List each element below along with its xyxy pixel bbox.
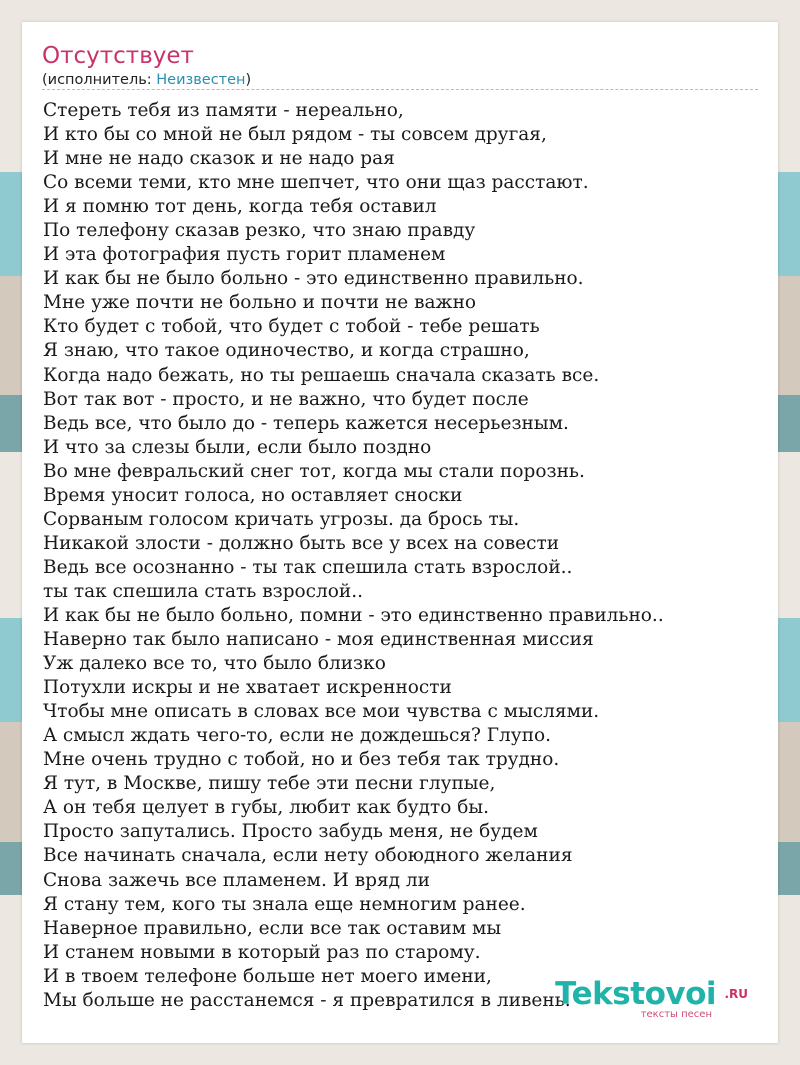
lyric-line: Чтобы мне описать в словах все мои чувства с мыслями. — [43, 701, 600, 723]
logo-tld: .RU — [724, 987, 748, 1001]
lyric-line: Я тут, в Москве, пишу тебе эти песни глупые, — [43, 773, 496, 795]
lyric-line: Наверно так было написано - моя единственная миссия — [43, 629, 594, 651]
lyric-line: Во мне февральский снег тот, когда мы стали порознь. — [43, 460, 585, 482]
lyric-line: Я стану тем, кого ты знала еще немногим ранее. — [43, 893, 526, 915]
lyric-line: И как бы не было больно - это единственно правильно. — [43, 268, 584, 290]
lyric-line: Уж далеко все то, что было близко — [43, 653, 386, 675]
lyrics-sheet — [22, 22, 778, 1043]
performer-suffix: ) — [245, 72, 252, 88]
header-divider — [42, 89, 758, 90]
lyric-line: Сорваным голосом кричать угрозы. да брось ты. — [43, 508, 520, 530]
song-title: Отсутствует — [42, 43, 194, 69]
lyric-line: И кто бы со мной не был рядом - ты совсем другая, — [43, 124, 547, 146]
lyric-line: Кто будет с тобой, что будет с тобой - тебе решать — [43, 316, 540, 338]
logo-wordmark: Tekstovoi — [555, 976, 716, 1012]
lyric-line: И я помню тот день, когда тебя оставил — [43, 196, 437, 218]
site-logo[interactable] — [543, 975, 748, 1025]
lyric-line: Мы больше не расстанемся - я превратился в ливень. — [43, 989, 571, 1011]
lyric-line: И эта фотография пусть горит пламенем — [43, 244, 446, 266]
lyric-line: Вот так вот - просто, и не важно, что будет после — [43, 388, 529, 410]
lyric-line: Я знаю, что такое одиночество, и когда страшно, — [43, 340, 530, 362]
lyric-line: По телефону сказав резко, что знаю правду — [43, 220, 476, 242]
lyric-line: А он тебя целует в губы, любит как будто бы. — [43, 797, 490, 819]
lyric-line: Когда надо бежать, но ты решаешь сначала сказать все. — [43, 364, 600, 386]
lyric-line: И в твоем телефоне больше нет моего имени, — [43, 965, 492, 987]
logo-tagline: тексты песен — [640, 1009, 712, 1020]
lyric-line: Никакой злости - должно быть все у всех на совести — [43, 532, 560, 554]
song-header — [42, 42, 758, 90]
lyric-line: И как бы не было больно, помни - это единственно правильно.. — [43, 604, 664, 626]
lyric-line: Снова зажечь все пламенем. И вряд ли — [43, 869, 431, 891]
lyric-line: И станем новыми в который раз по старому. — [43, 941, 481, 963]
lyric-line: Мне очень трудно с тобой, но и без тебя так трудно. — [43, 749, 560, 771]
lyric-line: Наверное правильно, если все так оставим мы — [43, 917, 502, 939]
lyric-line: Со всеми теми, кто мне шепчет, что они щаз расстают. — [43, 172, 589, 194]
lyric-line: Все начинать сначала, если нету обоюдного желания — [43, 845, 573, 867]
performer-prefix: (исполнитель: — [42, 72, 157, 88]
performer-link[interactable]: Неизвестен — [156, 72, 246, 88]
lyric-line: И что за слезы были, если было поздно — [43, 436, 432, 458]
lyric-line: А смысл ждать чего-то, если не дождешься? Глупо. — [43, 725, 552, 747]
lyric-line: Мне уже почти не больно и почти не важно — [43, 292, 477, 314]
lyric-line: Стереть тебя из памяти - нереально, — [43, 100, 404, 121]
lyric-line: И мне не надо сказок и не надо рая — [43, 148, 395, 170]
performer-line — [42, 70, 758, 90]
lyric-line: Потухли искры и не хватает искренности — [43, 677, 452, 699]
lyric-line: Ведь все, что было до - теперь кажется несерьезным. — [43, 412, 569, 434]
lyric-line: Ведь все осознанно - ты так спешила стать взрослой.. — [43, 556, 573, 578]
lyric-line: Время уносит голоса, но оставляет сноски — [43, 484, 463, 506]
lyrics-text — [43, 99, 758, 1013]
lyric-line: ты так спешила стать взрослой.. — [43, 580, 364, 602]
lyric-line: Просто запутались. Просто забудь меня, не будем — [43, 821, 538, 843]
